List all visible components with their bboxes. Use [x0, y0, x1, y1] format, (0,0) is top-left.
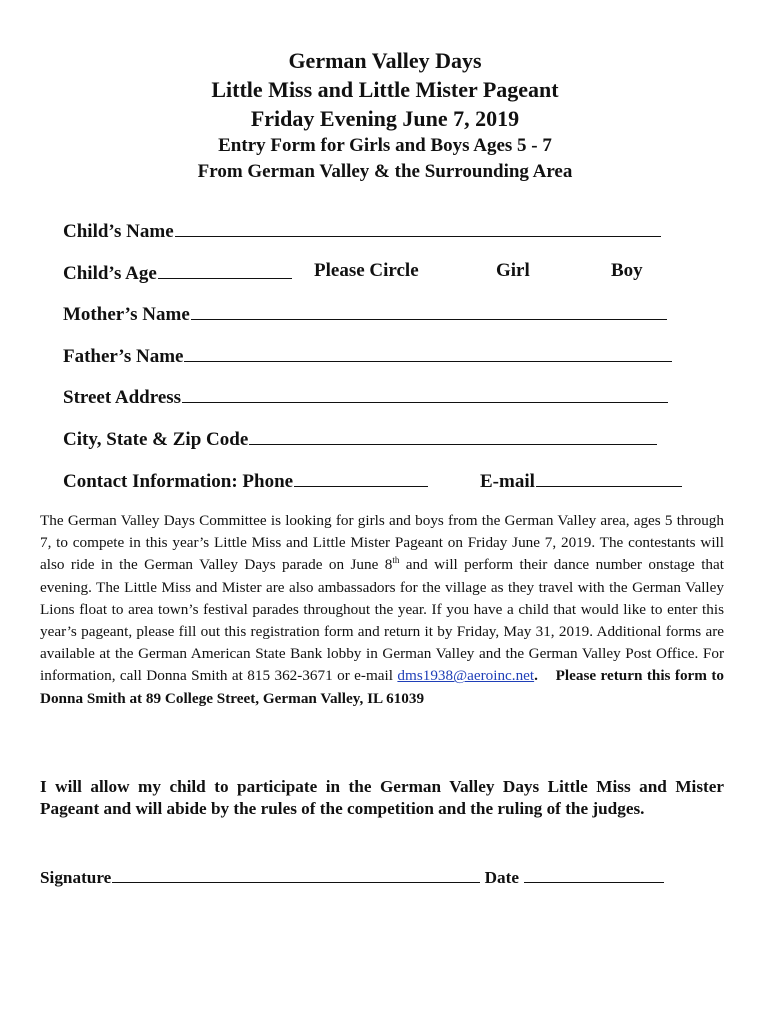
- city-state-zip-field[interactable]: [249, 426, 657, 445]
- contact-email-label: E-mail: [480, 470, 535, 492]
- return-instructions: Please return this form to Donna Smith at 89 College Street, German Valley, IL 61039: [40, 667, 725, 707]
- child-name-label: Child’s Name: [63, 221, 174, 242]
- contact-row: [63, 468, 703, 510]
- date-label: Date: [484, 868, 519, 887]
- email-period: .: [534, 667, 538, 685]
- child-age-field[interactable]: [158, 260, 292, 279]
- event-title: German Valley Days: [288, 48, 482, 73]
- child-age-label: Child’s Age: [63, 262, 157, 284]
- mother-name-label: Mother’s Name: [63, 304, 190, 326]
- contact-phone-field[interactable]: [294, 468, 428, 487]
- city-state-zip-row: [63, 426, 703, 468]
- area-subtitle: From German Valley & the Surrounding Area: [197, 161, 573, 182]
- girl-option[interactable]: Girl: [496, 259, 530, 281]
- form-subtitle: Entry Form for Girls and Boys Ages 5 - 7: [218, 135, 552, 156]
- form-header: [0, 46, 770, 185]
- signature-field[interactable]: [112, 866, 480, 883]
- signature-row: [40, 866, 724, 888]
- child-age-row: [63, 260, 703, 302]
- father-name-row: [63, 343, 703, 385]
- contact-email-field[interactable]: [536, 468, 682, 487]
- street-address-field[interactable]: [182, 384, 668, 403]
- child-name-field[interactable]: [175, 218, 661, 237]
- mother-name-row: [63, 301, 703, 343]
- contact-phone-label: Contact Information: Phone: [63, 470, 294, 492]
- event-date: Friday Evening June 7, 2019: [250, 106, 520, 131]
- contact-email-link[interactable]: dms1938@aeroinc.net: [397, 667, 535, 685]
- pageant-title: Little Miss and Little Mister Pageant: [211, 77, 559, 102]
- ordinal-suffix: th: [392, 555, 400, 566]
- street-address-label: Street Address: [63, 387, 182, 409]
- mother-name-field[interactable]: [191, 301, 667, 320]
- please-circle-label: Please Circle: [314, 259, 419, 281]
- father-name-label: Father’s Name: [63, 345, 184, 367]
- city-state-zip-label: City, State & Zip Code: [63, 428, 249, 450]
- street-address-row: [63, 384, 703, 426]
- child-name-row: [63, 218, 703, 260]
- signature-label: Signature: [40, 868, 112, 887]
- description-paragraph: [40, 510, 724, 710]
- boy-option[interactable]: Boy: [611, 259, 643, 281]
- description-text-1: The German Valley Days Committee is looking for girls and boys from the German Valley area, ages 5 through 7, to compete in this year’s Little Miss and Little Mister Pageant on Friday June 7, 2019. The contestants will also ride in the German Valley Days parade on June 8: [40, 512, 724, 574]
- date-field[interactable]: [524, 866, 664, 883]
- consent-statement: I will allow my child to participate in the German Valley Days Little Miss and Mister Pageant and will abide by the rules of the competition and the ruling of the judges.: [40, 777, 724, 818]
- entry-fields: [63, 218, 703, 509]
- description-text-2: and will perform their dance number onstage that evening. The Little Miss and Mister are also ambassadors for the village as they travel with the German Valley Lions float to area town’s festival parades throughout the year. If you have a child that would like to enter this year’s pageant, please fill out this registration form and return it by Friday, May 31, 2019. Additional forms are available at the German American State Bank lobby in German Valley and the German Valley Post Office. For information, call Donna Smith at 815 362-3671 or e-mail: [40, 556, 724, 685]
- father-name-field[interactable]: [184, 343, 672, 362]
